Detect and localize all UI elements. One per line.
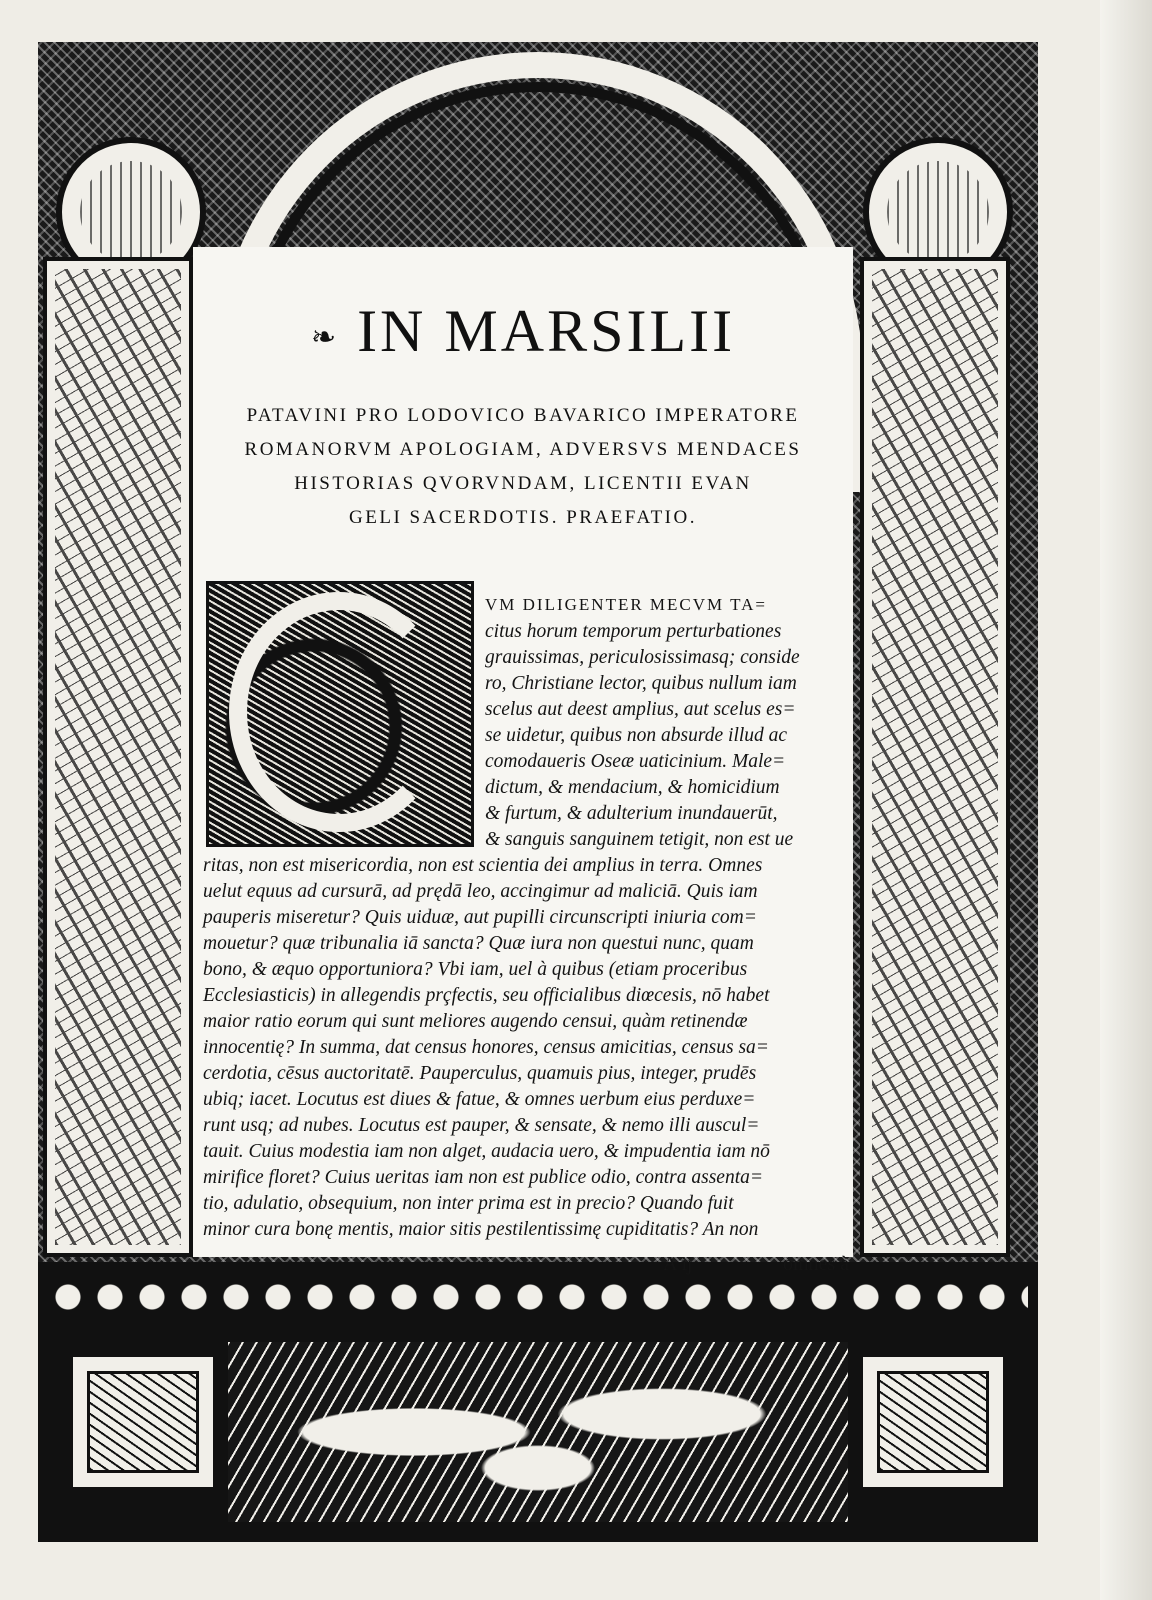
left-column-ornament [43,257,193,1257]
body-line: cerdotia, cēsus auctoritatē. Pauperculus, quamuis pius, integer, prudēs [203,1063,757,1084]
body-line: VM DILIGENTER MECVM TA= [485,595,767,614]
initial-c-ornament [229,592,449,832]
body-line: uelut equus ad cursurā, ad prędā leo, accingimur ad maliciā. Quis iam [203,881,758,902]
body-line: mouetur? quæ tribunalia iā sancta? Quæ iura non questui nunc, quam [203,933,754,954]
subtitle-line: HISTORIAS QVORVNDAM, LICENTII EVAN [294,473,752,494]
text-panel [193,247,853,1275]
page-edge [1100,0,1152,1600]
fleuron-icon: ❧ [310,320,340,354]
bead-band-ornament [48,1267,1028,1327]
body-line: citus horum temporum perturbationes [485,621,782,642]
right-column-ornament [860,257,1010,1257]
foliage-ornament [228,1342,848,1522]
subtitle-line: ROMANORVM APOLOGIAM, ADVERSVS MENDACES [244,439,802,460]
body-line: ro, Christiane lector, quibus nullum iam [485,673,797,694]
body-line: ritas, non est misericordia, non est scientia dei amplius in terra. Omnes [203,855,763,876]
woodcut-border [38,42,1038,1542]
body-line: minor cura bonę mentis, maior sitis pestilentissimę cupiditatis? An non [203,1219,759,1240]
body-line: dictum, & mendacium, & homicidium [485,777,780,798]
catchword: omnes à [783,1253,850,1275]
body-line: & sanguis sanguinem tetigit, non est ue [485,829,794,850]
body-line: tauit. Cuius modestia iam non alget, audacia uero, & impudentia iam nō [203,1141,770,1162]
left-pedestal-ornament [68,1352,218,1492]
body-line: scelus aut deest amplius, aut scelus es= [485,699,796,720]
body-line: grauissimas, periculosissimasq; conside [485,647,800,668]
body-line: maior ratio eorum qui sunt meliores augendo censui, quàm retinendæ [203,1011,748,1032]
page-title [193,297,853,366]
body-line: bono, & æquo opportuniora? Vbi iam, uel à quibus (etiam proceribus [203,959,748,980]
right-pedestal-ornament [858,1352,1008,1492]
body-line: mirifice floret? Cuius ueritas iam non est publice odio, contra assenta= [203,1167,764,1188]
subtitle-line: PATAVINI PRO LODOVICO BAVARICO IMPERATORE [246,405,800,426]
decorated-initial [206,581,474,847]
body-line: ubiq; iacet. Locutus est diues & fatue, & omnes uerbum eius perduxe= [203,1089,756,1110]
body-line: runt usq; ad nubes. Locutus est pauper, & sensate, & nemo illi auscul= [203,1115,760,1136]
body-line: comodaueris Oseæ uaticinium. Male= [485,751,786,772]
signature-mark: A ij [663,1253,693,1275]
body-line: innocentię? In summa, dat census honores, census amicitias, census sa= [203,1037,769,1058]
body-line: & furtum, & adulterium inundauerūt, [485,803,778,824]
body-line: Ecclesiasticis) in allegendis prçfectis, seu officialibus diœcesis, nō habet [203,985,770,1006]
body-line: tio, adulatio, obsequium, non inter prima est in precio? Quando fuit [203,1193,734,1214]
subtitle-line: GELI SACERDOTIS. PRAEFATIO. [349,507,697,528]
body-line: pauperis miseretur? Quis uiduæ, aut pupilli circunscripti iniuria com= [203,907,757,928]
body-line: se uidetur, quibus non absurde illud ac [485,725,788,746]
title-text: IN MARSILII [357,298,736,364]
